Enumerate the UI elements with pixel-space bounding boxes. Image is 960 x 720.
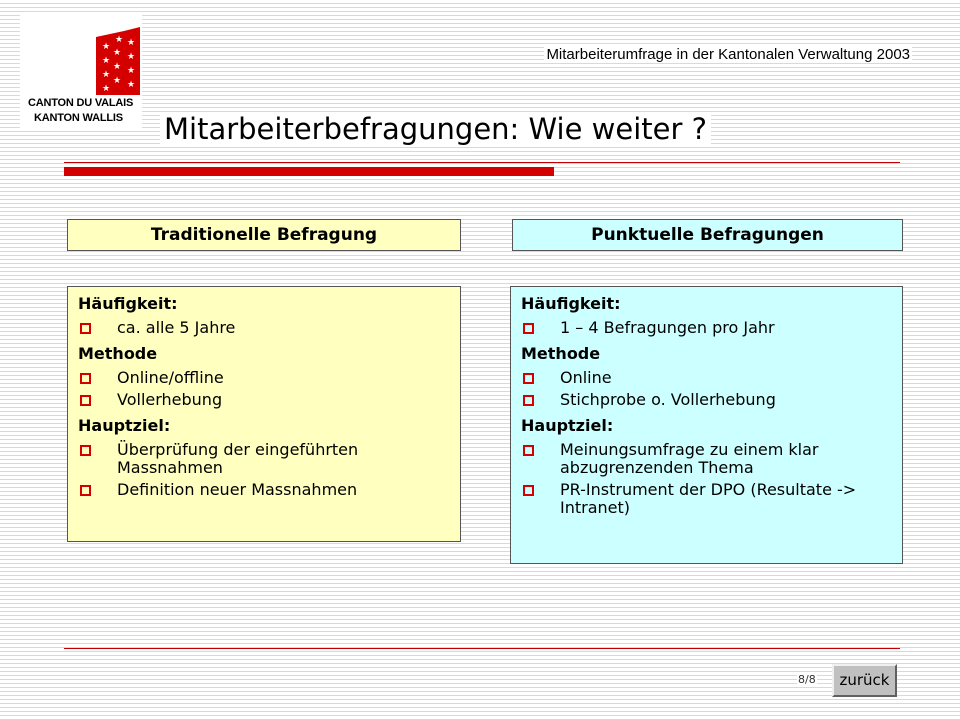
list-item-text: PR-Instrument der DPO (Resultate -> Intranet): [560, 480, 857, 517]
list-item-text: Überprüfung der eingeführten Massnahmen: [117, 440, 359, 477]
list-item: [521, 319, 892, 337]
title-rule-thick: [64, 167, 554, 176]
svg-text:★: ★: [113, 48, 122, 58]
list-item: [78, 441, 450, 477]
list-item: [521, 441, 892, 477]
slide-title: Mitarbeiterbefragungen: Wie weiter ?: [160, 112, 711, 146]
header-subtitle: Mitarbeiterumfrage in der Kantonalen Verwaltung 2003: [546, 46, 910, 63]
list-item-text: Online: [560, 368, 612, 387]
section-label: Häufigkeit:: [521, 294, 621, 313]
svg-text:★: ★: [102, 84, 111, 94]
svg-text:★: ★: [102, 70, 111, 80]
square-bullet-icon: [80, 395, 91, 406]
list-item: [521, 481, 892, 517]
list-item-text: ca. alle 5 Jahre: [117, 318, 236, 337]
square-bullet-icon: [80, 373, 91, 384]
section-label: Häufigkeit:: [78, 294, 178, 313]
list-item-text: 1 – 4 Befragungen pro Jahr: [560, 318, 775, 337]
list-item-text: Meinungsumfrage zu einem klar abzugrenzenden Thema: [560, 440, 819, 477]
square-bullet-icon: [523, 445, 534, 456]
left-panel: [67, 286, 461, 542]
section-label: Hauptziel:: [521, 416, 614, 435]
list-item: [78, 391, 450, 409]
logo-text-line2: KANTON WALLIS: [34, 112, 123, 124]
list-item: [78, 481, 450, 499]
square-bullet-icon: [523, 373, 534, 384]
svg-text:★: ★: [102, 42, 111, 52]
square-bullet-icon: [80, 323, 91, 334]
back-button[interactable]: zurück: [832, 664, 897, 697]
logo: [20, 15, 142, 130]
list-item-text: Stichprobe o. Vollerhebung: [560, 390, 776, 409]
square-bullet-icon: [523, 395, 534, 406]
right-column-heading: Punktuelle Befragungen: [512, 219, 903, 251]
title-rule-thin: [64, 162, 900, 163]
list-item-text: Online/offline: [117, 368, 224, 387]
right-panel: [510, 286, 903, 564]
svg-text:★: ★: [102, 56, 111, 66]
svg-text:★: ★: [127, 38, 136, 48]
section-label: Methode: [521, 344, 601, 363]
svg-text:★: ★: [113, 62, 122, 72]
list-item: [78, 319, 450, 337]
square-bullet-icon: [523, 323, 534, 334]
square-bullet-icon: [523, 485, 534, 496]
list-item: [521, 391, 892, 409]
square-bullet-icon: [80, 485, 91, 496]
svg-text:★: ★: [127, 52, 136, 62]
page-number: 8/8: [798, 673, 816, 686]
svg-text:★: ★: [113, 76, 122, 86]
svg-text:★: ★: [127, 80, 136, 90]
svg-text:★: ★: [127, 66, 136, 76]
list-item: [78, 369, 450, 387]
logo-text-line1: CANTON DU VALAIS: [28, 97, 134, 109]
square-bullet-icon: [80, 445, 91, 456]
section-label: Hauptziel:: [78, 416, 171, 435]
left-column-heading: Traditionelle Befragung: [67, 219, 461, 251]
list-item-text: Definition neuer Massnahmen: [117, 480, 358, 499]
footer-rule: [64, 648, 900, 649]
list-item: [521, 369, 892, 387]
svg-text:★: ★: [115, 35, 124, 45]
section-label: Methode: [78, 344, 158, 363]
list-item-text: Vollerhebung: [117, 390, 223, 409]
